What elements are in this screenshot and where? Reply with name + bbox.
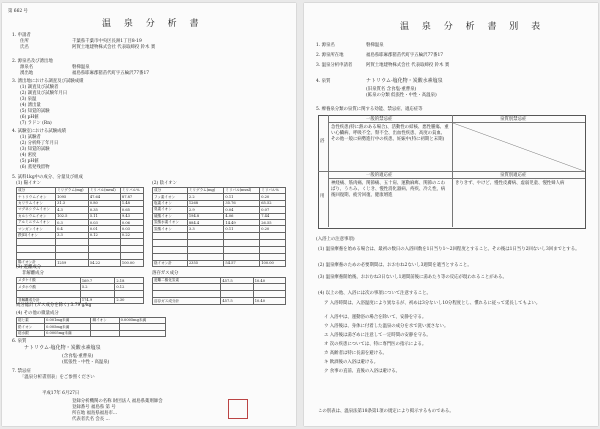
header-value: 千葉県千葉市中央区長洲1丁目8-19	[72, 39, 142, 44]
location: 福島県耶麻郡猪苗代町字五輪沢77番17	[72, 71, 150, 76]
item-label: 4. 泉質	[316, 79, 331, 84]
table-cell: 0.04	[224, 207, 260, 213]
table-cell: 溶存ガス成分計	[153, 298, 221, 304]
table-cell: 194.8	[187, 213, 224, 219]
section-label: (6) pH値	[20, 115, 39, 120]
issuer-line: 所在地 福島県福島市...	[72, 411, 118, 416]
table-header-cell: ミリグラム(mg)	[56, 188, 89, 194]
issue-date: 平成17年 6月27日	[42, 391, 80, 396]
section-label: 湧出地	[20, 71, 34, 76]
issuer-line: 代表者氏名 会長 ...	[72, 417, 110, 422]
total-line: 成分総計 (ガス成分を除く) 3.79 g/kg	[16, 303, 92, 308]
note-item: キ 飲酒後の入浴は避ける。	[324, 360, 379, 365]
analysis-sheet	[2, 3, 296, 426]
table-cell: 1095	[56, 194, 89, 200]
table-cell: 0.11	[224, 194, 260, 200]
table-cell: 884.4	[187, 219, 224, 225]
table-cell: 3.3	[56, 232, 89, 238]
doc-number: 第 662 号	[8, 9, 28, 14]
table-row	[17, 246, 144, 253]
classification-note: (低張性・中性・高温泉)	[62, 360, 110, 365]
table-cell: 54.57	[224, 260, 260, 266]
table-row	[17, 239, 144, 246]
table-cell: 遊離二酸化炭素	[153, 278, 221, 284]
note-item: カ 高齢者は特に長湯を避ける。	[324, 351, 387, 356]
table-cell: 9.43	[120, 213, 143, 219]
table-cell: 10.40	[253, 278, 285, 284]
table-cell: 2.9	[187, 207, 224, 213]
table-header-cell: ミリバル%	[260, 188, 286, 194]
table-cell: 0.12	[88, 232, 120, 238]
composition-heading: 5. 試料1kg中の成分、分量及び組成	[12, 175, 83, 180]
trace-heading: (4) その他の微量成分	[16, 311, 59, 316]
table-cell: カルシウムイオン	[17, 213, 56, 219]
table-cell: 0.005mg未満	[45, 324, 91, 330]
table-cell: 1259	[56, 260, 89, 266]
table-cell: 0.001mg未満	[45, 318, 91, 324]
table-cell: 457.5	[221, 278, 253, 284]
table-total-row	[153, 260, 286, 266]
appendix-sheet	[304, 3, 598, 426]
undissociated-heading: (3) 遊離成分	[16, 265, 42, 270]
table-cell: 174.9	[80, 297, 115, 303]
row-label: 用	[320, 194, 325, 199]
table-cell: 鉛イオン	[17, 324, 45, 330]
nonionic-heading: 非解離成分	[22, 271, 44, 276]
item-label: 2. 源泉所在地	[316, 53, 344, 58]
classification-heading: 6. 泉質	[12, 339, 27, 344]
table-row	[17, 290, 144, 297]
section-label: (1) 試験者	[20, 135, 41, 140]
note-item: ウ 入浴後は、身体に付着した温泉の成分を水で洗い流さない。	[324, 324, 449, 329]
table-row	[153, 284, 286, 291]
note-item: (4) 以上の他、入浴には次の事項について注意すること。	[318, 291, 431, 296]
table-total-row	[153, 298, 286, 304]
table-header-cell: 成分	[17, 188, 56, 194]
table-cell: 総ヒ素	[17, 318, 45, 324]
note-item: (2) 温泉療養のための必要期間は、おおむね2ないし3週間を適当とすること。	[318, 263, 472, 268]
table-cell: 0.80	[88, 200, 120, 206]
item-value: 阿賀土地建物株式会社 代表取締役 鈴木 實	[366, 63, 450, 68]
empty-cell-diagonal	[453, 123, 584, 171]
table-cell: 炭酸水素イオン	[153, 219, 188, 225]
section-label: (4) 湧出量	[20, 103, 41, 108]
table-cell: 臭素イオン	[153, 207, 188, 213]
table-row	[153, 246, 286, 253]
table-cell: 0.4	[56, 226, 89, 232]
table-cell: 硫酸イオン	[153, 213, 188, 219]
table-cell: 0.0005mg未満	[119, 318, 165, 324]
table-cell: 457.5	[221, 298, 253, 304]
table-header-cell: ミリバル(mval)	[88, 188, 120, 194]
table-cell: 4.3	[56, 207, 89, 213]
table-cell: 0.06	[120, 219, 143, 225]
header-label: 住所	[20, 39, 29, 44]
item-value: 磐梯温泉	[366, 43, 384, 48]
note-item: ア 入浴時間は、入浴温度により異なるが、初めは3分ないし10分程度とし、慣れるに従って延長してもよい。	[324, 301, 541, 306]
table-cell: 1.48	[120, 200, 143, 206]
table-cell: 5.2	[80, 284, 115, 290]
note-item: ク 食事の直前、直後の入浴は避ける。	[324, 369, 401, 374]
table-cell: 7.44	[260, 213, 286, 219]
table-cell: 0.07	[260, 207, 286, 213]
header-value: 阿賀土地建物株式会社 代表取締役 鈴木 實	[72, 45, 156, 50]
cation-heading: (1) 陽イオン	[16, 181, 42, 186]
section-label: (3) 知覚的試験	[20, 147, 50, 152]
section-label: 3. 湧出地における調査及び試験成績	[12, 79, 84, 84]
table-row	[153, 253, 286, 260]
note-item: オ 次の疾患については、特に専門医の指示による。	[324, 342, 427, 347]
header-label: 1. 申請者	[12, 33, 31, 38]
section-label: 4. 試験室における試験成績	[12, 129, 66, 134]
cation-table	[16, 187, 144, 267]
table-cell: マンガンイオン	[17, 226, 56, 232]
table-row	[153, 291, 286, 298]
table-cell: 169.7	[80, 278, 115, 284]
table-cell: 0.20	[260, 226, 286, 232]
table-header-cell: ミリバル%	[120, 188, 143, 194]
table-cell: 102.5	[56, 213, 89, 219]
item-value: 福島県耶麻郡猪苗代町字五輪沢77番17	[366, 53, 444, 58]
table-cell: 0.11	[224, 226, 260, 232]
table-cell: 0.22	[120, 232, 143, 238]
table-cell: 総水銀	[17, 330, 45, 336]
section-label: (7) ラドン (Rn)	[20, 121, 52, 126]
table-cell: 2355	[187, 260, 224, 266]
table-header-cell: 成分	[153, 188, 188, 194]
page-title: 温 泉 分 析 書	[102, 19, 204, 29]
table-cell: 急性疾患(特に熱のある場合)、活動性の結核、悪性腫瘍、重い心臓病、呼吸不全、腎不全、出血性疾患、高度の貧血、その他一般に病勢進行中の疾患、妊娠中(特に初期と末期)	[331, 125, 449, 142]
classification: ナトリウム-塩化物・炭酸水素塩泉	[24, 345, 101, 351]
note-item: (1) 温泉療養を始める場合は、最初の数日の入浴回数を1日当り1〜2回程度とすること。その後は1日当り2回ないし3回までとする。	[318, 247, 580, 252]
undissociated-table	[16, 277, 144, 304]
source-name: 磐梯温泉	[72, 65, 90, 70]
table-cell: 4.06	[224, 213, 260, 219]
table-cell: 54.22	[88, 260, 120, 266]
table-cell: アルミニウムイオン	[17, 219, 56, 225]
section-label: 2. 源泉名及び湧出地	[12, 59, 53, 64]
gas-table	[152, 277, 286, 305]
table-row	[17, 330, 166, 336]
row-label: 浴	[320, 139, 325, 144]
table-cell: 47.64	[88, 194, 120, 200]
table-row	[17, 253, 144, 260]
section-label: (2) 分析終了年月日	[20, 141, 59, 146]
table-cell: 鉄(II)イオン	[17, 232, 56, 238]
table-cell: カリウムイオン	[17, 200, 56, 206]
table-cell	[119, 330, 165, 336]
gas-heading: 溶存ガス成分	[152, 271, 179, 276]
table-cell: 3.3	[187, 226, 224, 232]
table-cell: 100.00	[260, 260, 286, 266]
table-cell: 10.40	[253, 298, 285, 304]
table-cell: 2.18	[115, 278, 144, 284]
table-cell: 0.12	[115, 284, 144, 290]
item-value: (鉱泉の分類 低張性・中性・高温泉)	[366, 93, 437, 98]
table-header: 一般的適応症	[366, 173, 393, 178]
issuer-line: 登録番号 福島県 第 号	[72, 405, 116, 410]
page-title: 温 泉 分 析 書 別 表	[400, 22, 546, 32]
table-cell: 陰イオン計	[153, 260, 188, 266]
table-cell: メタホウ酸	[17, 284, 81, 290]
table-header: 一般的禁忌症	[366, 117, 393, 122]
table-cell: メタケイ酸	[17, 278, 81, 284]
item-value: ナトリウム-塩化物・炭酸水素塩泉	[366, 78, 443, 84]
table-cell: 0.3	[56, 219, 89, 225]
trace-table	[16, 317, 166, 337]
classification-note: (含食塩-重曹泉)	[62, 354, 94, 359]
table-cell: 0.03	[120, 226, 143, 232]
table-cell: ナトリウムイオン	[17, 194, 56, 200]
anion-table	[152, 187, 286, 267]
note-item: エ 入浴後は湯ざめに注意して一定時間の安静を守る。	[324, 333, 431, 338]
section-label: (4) 密度	[20, 153, 37, 158]
section-label: (3) 泉温	[20, 97, 37, 102]
item-label: 3. 温泉分析申請者	[316, 63, 353, 68]
item-label: 1. 源泉名	[316, 43, 335, 48]
note-item: イ 入浴中は、運動浴の場合を除いて、安静を守る。	[324, 315, 427, 320]
notes-heading: (入浴上の注意事項)	[316, 237, 355, 242]
table-cell: 銅イオン	[91, 318, 119, 324]
table-cell: 神経痛、筋肉痛、関節痛、五十肩、運動麻痺、関節のこわばり、うちみ、くじき、慢性消化器病、痔疾、冷え性、病後回復期、疲労回復、健康増進	[331, 181, 446, 198]
table-cell: 非解離成分計	[17, 297, 81, 303]
table-cell: 31.3	[56, 200, 89, 206]
table-cell: 35.76	[224, 200, 260, 206]
usage-note: 「温泉分析書別表」をご参照ください	[20, 375, 95, 380]
table-cell: 14.49	[224, 219, 260, 225]
table-header: 泉質別禁忌症	[500, 117, 527, 122]
usage-heading: 7. 禁忌症	[12, 369, 31, 374]
section-label: (1) 調査及び試験者	[20, 85, 59, 90]
table-cell: 87.87	[120, 194, 143, 200]
table-cell: 陽イオン計	[17, 260, 56, 266]
footer-note: この別表は、温泉法第18条第1項の規定により掲示するものである。	[318, 409, 454, 414]
table-cell: 炭酸イオン	[153, 226, 188, 232]
header-label: 氏名	[20, 45, 29, 50]
item-value: (旧泉質名 含食塩-重曹泉)	[366, 87, 417, 92]
section-label: (2) 調査及び試験年月日	[20, 91, 68, 96]
table-cell: きりきず、やけど、慢性皮膚病、虚弱児童、慢性婦人病	[455, 181, 565, 186]
note-item: (3) 温泉療養開始後、おおむね3日ないし1週間前後に湯あたり等の反応が現われることがある。	[318, 275, 507, 280]
section-heading: 5. 療養泉分類の泉質に関する効能、禁忌症、適応症等	[316, 107, 423, 112]
section-label: 源泉名	[20, 65, 34, 70]
table-header: 泉質別適応症	[500, 173, 527, 178]
table-header-cell: ミリグラム(mg)	[187, 188, 224, 194]
table-cell: 26.55	[260, 219, 286, 225]
table-cell: 0.65	[120, 207, 143, 213]
table-cell: 2.30	[115, 297, 144, 303]
official-seal	[228, 399, 248, 419]
table-cell: 5.11	[88, 213, 120, 219]
section-label: (6) 蒸発残留物	[20, 165, 50, 170]
table-row	[153, 232, 286, 239]
anion-heading: (2) 陰イオン	[152, 181, 178, 186]
table-cell: 1268	[187, 200, 224, 206]
table-cell: 65.52	[260, 200, 286, 206]
section-label: (5) 知覚的試験	[20, 109, 50, 114]
issuer-line: 登録分析機関の名称 財団法人 福島県薬剤師会	[72, 399, 163, 404]
table-cell: フッ素イオン	[153, 194, 188, 200]
section-label: (5) pH値	[20, 159, 39, 164]
table-cell: 100.00	[120, 260, 143, 266]
table-cell: 0.35	[88, 207, 120, 213]
table-cell: マグネシウムイオン	[17, 207, 56, 213]
table-cell: 0.03	[88, 219, 120, 225]
table-cell: 0.0005mg未満	[45, 330, 91, 336]
table-row	[153, 239, 286, 246]
table-cell: 0.20	[260, 194, 286, 200]
table-cell: 0.01	[88, 226, 120, 232]
table-header-cell: ミリバル(mval)	[224, 188, 260, 194]
table-cell	[91, 330, 119, 336]
table-cell: 塩素イオン	[153, 200, 188, 206]
table-cell: 2.2	[187, 194, 224, 200]
